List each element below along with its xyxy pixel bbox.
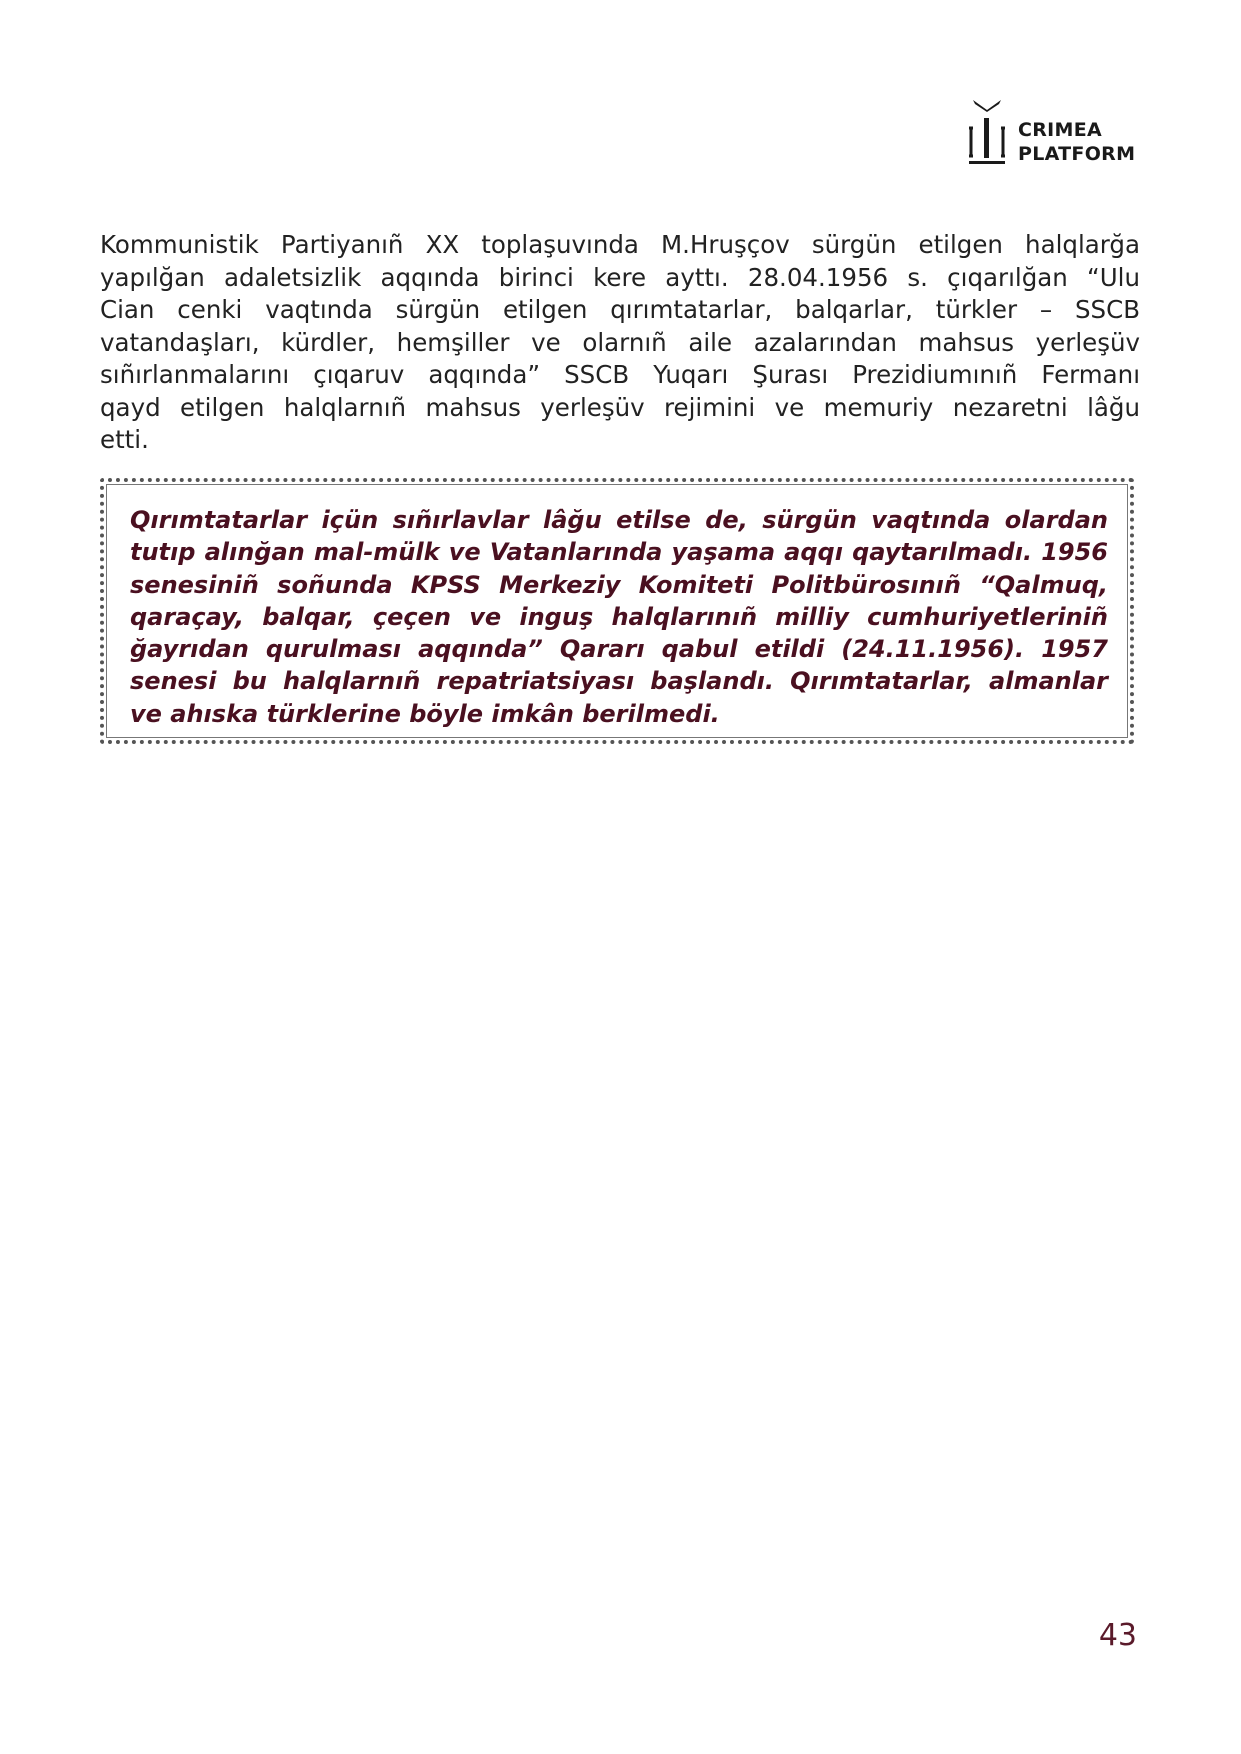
- main-paragraph: [100, 229, 1140, 457]
- page-number: 43: [1098, 1618, 1137, 1653]
- quote-line: qaraçay, balqar, çeçen ve inguş halqlarınıñ milliy cumhuriyetleriniñ: [130, 602, 1108, 631]
- quote-line: senesi bu halqlarnıñ repatriatsiyası başlandı. Qırımtatarlar, almanlar: [130, 667, 1108, 696]
- crimea-platform-emblem-icon: [966, 98, 1008, 176]
- quote-line: ğayrıdan qurulması aqqında” Qararı qabul etildi (24.11.1956). 1957: [130, 635, 1108, 664]
- paragraph-line: Kommunistik Partiyanıñ XX toplaşuvında M.Hruşçov sürgün etilgen halqlarğa: [100, 230, 1140, 259]
- paragraph-line: Cian cenki vaqtında sürgün etilgen qırımtatarlar, balqarlar, türkler – SSCB: [100, 295, 1140, 324]
- logo-text-line-1: CRIMEA: [1018, 119, 1103, 141]
- crimea-platform-logo: [966, 98, 1148, 176]
- paragraph-line: vatandaşları, kürdler, hemşiller ve olarnıñ aile azalarından mahsus yerleşüv: [100, 327, 1140, 357]
- logo-text-line-2: PLATFORM: [1018, 143, 1136, 165]
- highlight-quote-box: [100, 478, 1134, 744]
- paragraph-line: etti.: [100, 425, 149, 454]
- paragraph-line: sıñırlanmalarını çıqaruv aqqında” SSCB Yuqarı Şurası Prezidiumınıñ Fermanı: [100, 360, 1140, 389]
- quote-line: senesiniñ soñunda KPSS Merkeziy Komiteti Politbürosınıñ “Qalmuq,: [130, 570, 1108, 599]
- paragraph-line: yapılğan adaletsizlik aqqında birinci kere ayttı. 28.04.1956 s. çıqarılğan “Ulu: [100, 262, 1140, 292]
- quote-text: [130, 504, 1108, 730]
- quote-line: Qırımtatarlar içün sıñırlavlar lâğu etilse de, sürgün vaqtında olardan: [130, 506, 1108, 534]
- quote-line: ve ahıska türklerine böyle imkân berilmedi.: [130, 699, 720, 728]
- quote-line: tutıp alınğan mal-mülk ve Vatanlarında yaşama aqqı qaytarılmadı. 1956: [130, 538, 1108, 567]
- paragraph-line: qayd etilgen halqlarnıñ mahsus yerleşüv rejimini ve memuriy nezaretni lâğu: [100, 392, 1140, 422]
- logo-text: [1018, 118, 1135, 166]
